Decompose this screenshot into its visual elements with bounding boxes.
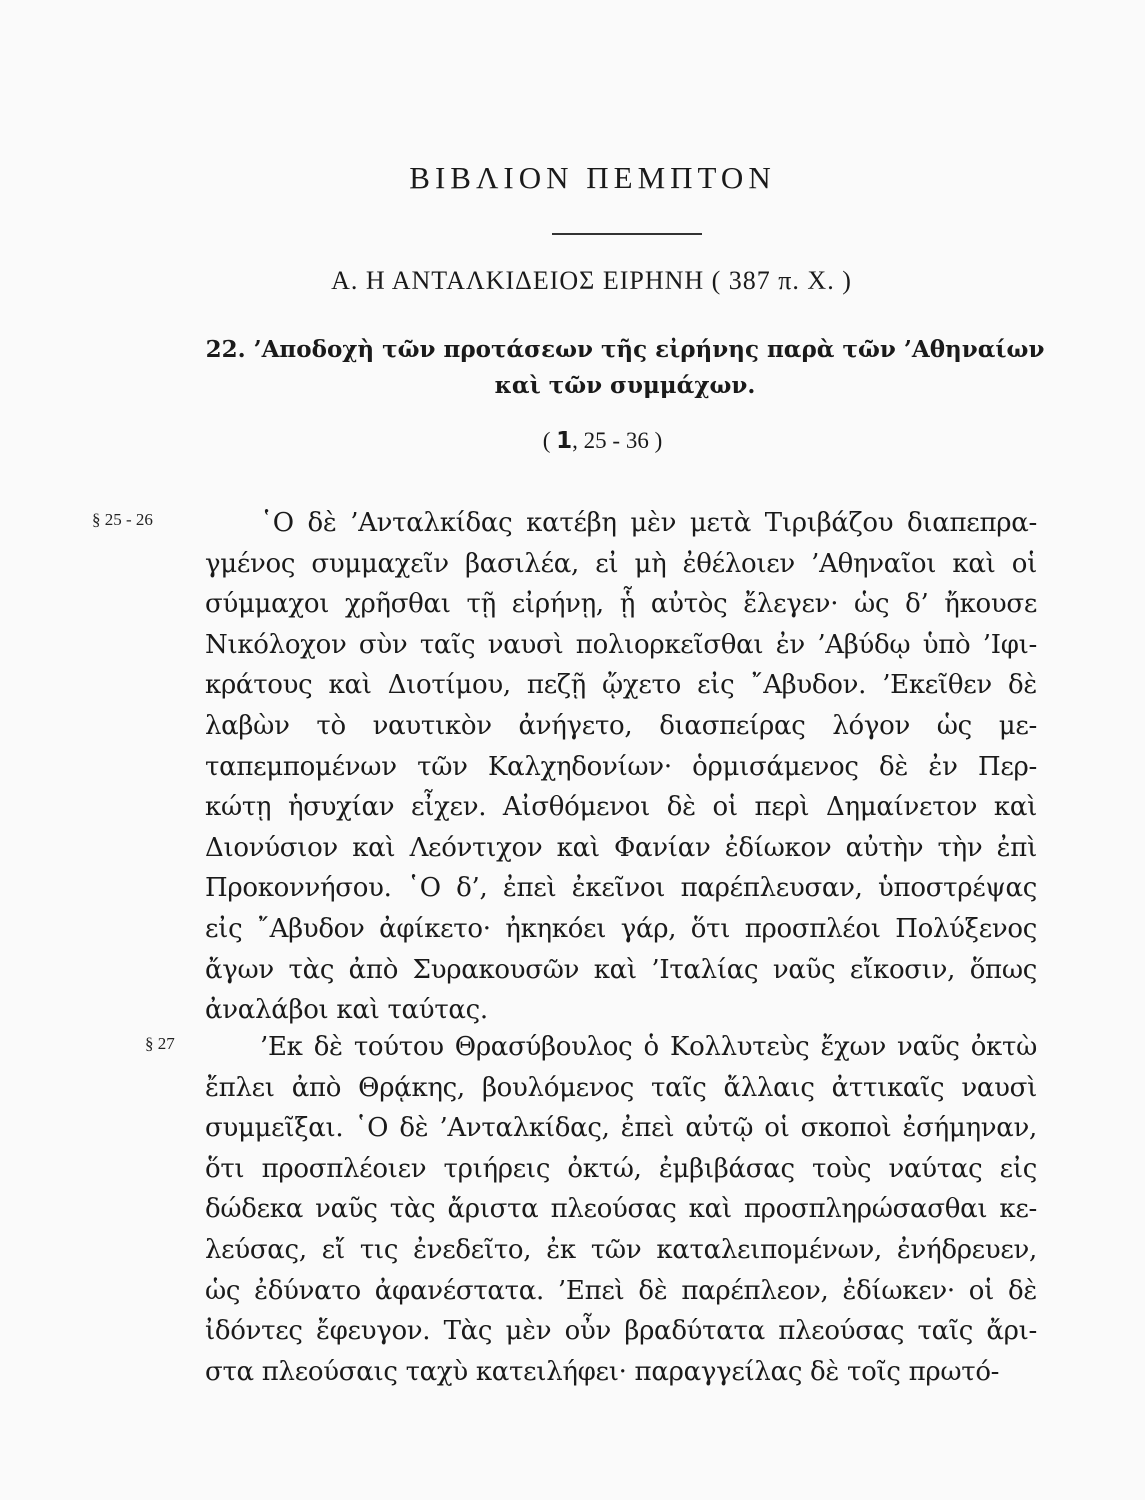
text-line: ὅτι προσπλέοιεν τριήρεις ὀκτώ, ἐμβιβάσας τοὺς ναύτας εἰς [205, 1153, 1037, 1184]
marginal-ref-1: § 25 - 26 [92, 510, 153, 529]
text-line: δώδεκα ναῦς τὰς ἄριστα πλεούσας καὶ προσπληρώσασθαι κε- [205, 1194, 1037, 1225]
text-line: Διονύσιον καὶ Λεόντιχον καὶ Φανίαν ἐδίωκον αὐτὴν τὴν ἐπὶ [205, 832, 1037, 863]
text-line: ἄγων τὰς ἀπὸ Συρακουσῶν καὶ ’Ιταλίας ναῦς εἴκοσιν, ὅπως [205, 954, 1037, 985]
text-line: λαβὼν τὸ ναυτικὸν ἀνήγετο, διασπείρας λόγον ὡς με- [205, 710, 1037, 741]
chapter-title [200, 332, 1050, 404]
text-line: ’Εκ δὲ τούτου Θρασύβουλος ὁ Κολλυτεὺς ἔχων ναῦς ὀκτὼ [260, 1032, 1037, 1062]
chapter-title-line-2: καὶ τῶν συμμάχων. [494, 372, 756, 399]
text-line: λεύσας, εἴ τις ἐνεδεῖτο, ἐκ τῶν καταλειπομένων, ἐνήδρευεν, [205, 1234, 1037, 1265]
text-line: συμμεῖξαι. ῾Ο δὲ ’Ανταλκίδας, ἐπεὶ αὐτῷ οἱ σκοποὶ ἐσήμηναν, [205, 1113, 1037, 1144]
text-line: γμένος συμμαχεῖν βασιλέα, εἰ μὴ ἐθέλοιεν ’Αθηναῖοι καὶ οἱ [205, 548, 1037, 579]
text-line: στα πλεούσαις ταχὺ κατειλήφει· παραγγείλας δὲ τοῖς πρωτό- [205, 1356, 1000, 1387]
text-line: ἰδόντες ἔφευγον. Τὰς μὲν οὖν βραδύτατα πλεούσας ταῖς ἄρι- [205, 1316, 1037, 1347]
text-line: ἀναλάβοι καὶ ταύτας. [205, 995, 488, 1026]
paragraph-2 [205, 1027, 1037, 1392]
text-line: εἰς ῎Αβυδον ἀφίκετο· ἠκηκόει γάρ, ὅτι προσπλέοι Πολύξενος [205, 913, 1037, 944]
title-divider [552, 233, 702, 235]
text-line: σύμμαχοι χρῆσθαι τῇ εἰρήνῃ, ᾗ αὐτὸς ἔλεγεν· ὡς δ’ ἤκουσε [205, 589, 1037, 620]
text-line: ἔπλει ἀπὸ Θρᾴκης, βουλόμενος ταῖς ἄλλαις ἀττικαῖς ναυσὶ [205, 1072, 1037, 1103]
text-line: ταπεμπομένων τῶν Καλχηδονίων· ὁρμισάμενος δὲ ἐν Περ- [205, 751, 1037, 782]
paragraph-1 [205, 503, 1037, 1031]
source-ref-book: 1 [556, 428, 573, 454]
text-line: κώτῃ ἡσυχίαν εἶχεν. Αἰσθόμενοι δὲ οἱ περὶ Δημαίνετον καὶ [205, 792, 1037, 823]
book-title: ΒΙΒΛΙΟΝ ΠΕΜΠΤΟΝ [409, 160, 776, 195]
text-line: Προκοννήσου. ῾Ο δ’, ἐπεὶ ἐκεῖνοι παρέπλευσαν, ὑποστρέψας [205, 873, 1037, 904]
chapter-title-line-1: 22. ’Αποδοχὴ τῶν προτάσεων τῆς εἰρήνης παρὰ τῶν ’Αθηναίων [205, 336, 1045, 363]
source-reference [0, 428, 1145, 454]
source-ref-open: ( [542, 428, 557, 453]
marginal-ref-2: § 27 [145, 1034, 175, 1053]
text-line: ῾Ο δὲ ’Ανταλκίδας κατέβη μὲν μετὰ Τιριβάζου διαπεπρα- [260, 508, 1037, 538]
section-title: Α. Η ΑΝΤΑΛΚΙΔΕΙΟΣ ΕΙΡΗΝΗ ( 387 π. Χ. ) [331, 266, 852, 295]
text-line: κράτους καὶ Διοτίμου, πεζῇ ᾤχετο εἰς ῎Αβυδον. ’Εκεῖθεν δὲ [205, 670, 1037, 701]
source-ref-range: , 25 - 36 ) [572, 428, 663, 453]
text-line: Νικόλοχον σὺν ταῖς ναυσὶ πολιορκεῖσθαι ἐν ’Αβύδῳ ὑπὸ ’Ιφι- [205, 629, 1037, 660]
text-line: ὡς ἐδύνατο ἀφανέστατα. ’Επεὶ δὲ παρέπλεον, ἐδίωκεν· οἱ δὲ [205, 1275, 1037, 1306]
